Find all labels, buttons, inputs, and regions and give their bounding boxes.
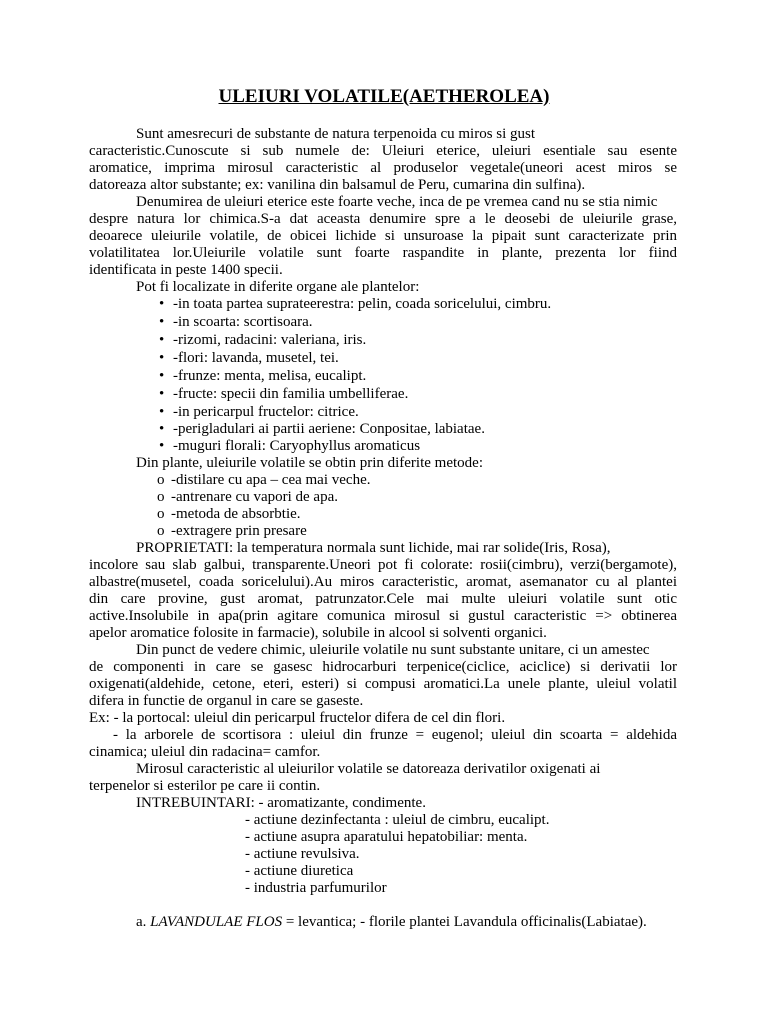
list-item: - actiune dezinfectanta : uleiul de cimbru, eucalipt. [245,812,550,828]
bullet-icon: • [159,296,165,312]
example-line-2: - la arborele de scortisora : uleiul din frunze = eugenol; uleiul din scoarta = aldehida [113,727,677,743]
smell-line-2: terpenelor si esterilor pe care ii contin. [89,778,321,794]
list-item: • -flori: lavanda, musetel, tei. [159,350,339,366]
prop-line-5: active.Insolubile in apa(prin agitare comunica mirosul si gustul caracteristic => obtinerea [89,608,677,624]
list-item: - industria parfumurilor [245,880,387,896]
prop-line-6: apelor aromatice folosite in farmacie), solubile in alcool si solventi organici. [89,625,547,641]
p1-line-4: datoreaza altor substante; ex: vanilina din balsamul de Peru, cumarina din sulfina). [89,177,586,193]
example-line-3: cinamica; uleiul din radacina= camfor. [89,744,321,760]
list-item: - actiune revulsiva. [245,846,360,862]
prop-line-1: PROPRIETATI: la temperatura normala sunt lichide, mai rar solide(Iris, Rosa), [136,540,611,556]
sub-bullet-icon: o [157,489,165,505]
example-line-1: Ex: - la portocal: uleiul din pericarpul fructelor difera de cel din flori. [89,710,506,726]
p1-line-2: caracteristic.Cunoscute si sub numele de: Uleiuri eterice, uleiuri esentiale sau esente [89,143,677,159]
list-item: • -in scoarta: scortisoara. [159,314,313,330]
bullet-icon: • [159,350,165,366]
list-item: • -rizomi, radacini: valeriana, iris. [159,332,367,348]
bullet-icon: • [159,314,165,330]
smell-line-1: Mirosul caracteristic al uleiurilor volatile se datoreaza derivatilor oxigenati ai [136,761,601,777]
p2-line-3: deoarece uleiurile volatile, de obicei lichide si unsuroase la pipait sunt caracterizate prin [89,228,677,244]
p2-line-4: volatilitatea lor.Uleiurile volatile sunt foarte raspandite in plante, prezenta lor fiind [89,245,677,261]
list-item: • -in toata partea suprateerestra: pelin, coada soricelului, cimbru. [159,296,552,312]
list-item: o -distilare cu apa – cea mai veche. [157,472,371,488]
bullet-icon: • [159,332,165,348]
list-item: • -frunze: menta, melisa, eucalipt. [159,368,367,384]
sub-bullet-icon: o [157,523,165,539]
list-item: • -in pericarpul fructelor: citrice. [159,404,359,420]
methods-intro: Din plante, uleiurile volatile se obtin prin diferite metode: [136,455,483,471]
prop-line-2: incolore sau slab galbui, transparente.Uneori pot fi colorate: rosii(cimbru), verzi(bergamote), [89,557,677,573]
bullet-icon: • [159,386,165,402]
p1-line-3: aromatice, imprima mirosul caracteristic al produselor vegetale(uneori acest miros se [89,160,677,176]
document-title: ULEIURI VOLATILE(AETHEROLEA) [218,86,550,107]
bullet-icon: • [159,438,165,454]
sub-bullet-icon: o [157,472,165,488]
lavandula-heading: a. LAVANDULAE FLOS = levantica; - florile plantei Lavandula officinalis(Labiatae). [136,914,647,930]
chem-line-2: de componenti in care se gasesc hidrocarburi terpenice(ciclice, aciclice) si derivatii lor [89,659,677,675]
bullet-icon: • [159,368,165,384]
list-item: o -metoda de absorbtie. [157,506,301,522]
prop-line-4: din care provine, gust aromat, patrunzator.Cele mai multe uleiuri volatile sunt otic [89,591,677,607]
list-item: o -extragere prin presare [157,523,307,539]
list-item: - actiune asupra aparatului hepatobiliar: menta. [245,829,528,845]
uses-intro: INTREBUINTARI: - aromatizante, condimente. [136,795,426,811]
list-item: o -antrenare cu vapori de apa. [157,489,338,505]
chem-line-3: oxigenati(aldehide, cetone, eteri, esteri) si compusi aromatici.La unele plante, uleiul volatil [89,676,677,692]
p2-line-2: despre natura lor chimica.S-a dat aceasta denumire spre a le deosebi de uleiurile grase, [89,211,677,227]
p1-line-1: Sunt amesrecuri de substante de natura terpenoida cu miros si gust [136,126,536,142]
p2-line-5: identificata in peste 1400 specii. [89,262,283,278]
bullet-icon: • [159,404,165,420]
bullet-icon: • [159,421,165,437]
organs-intro: Pot fi localizate in diferite organe ale plantelor: [136,279,420,295]
list-item: • -muguri florali: Caryophyllus aromaticus [159,438,421,454]
lavandula-name: LAVANDULAE FLOS [150,914,283,930]
list-item: - actiune diuretica [245,863,354,879]
list-item: • -fructe: specii din familia umbelliferae. [159,386,409,402]
p2-line-1: Denumirea de uleiuri eterice este foarte veche, inca de pe vremea cand nu se stia nimic [136,194,658,210]
sub-bullet-icon: o [157,506,165,522]
chem-line-1: Din punct de vedere chimic, uleiurile volatile nu sunt substante unitare, ci un amestec [136,642,650,658]
list-item: • -perigladulari ai partii aeriene: Conpositae, labiatae. [159,421,485,437]
chem-line-4: difera in functie de organul in care se gaseste. [89,693,364,709]
prop-line-3: albastre(musetel, coada soricelului).Au miros caracteristic, aromat, asemanator cu al plantei [89,574,677,590]
